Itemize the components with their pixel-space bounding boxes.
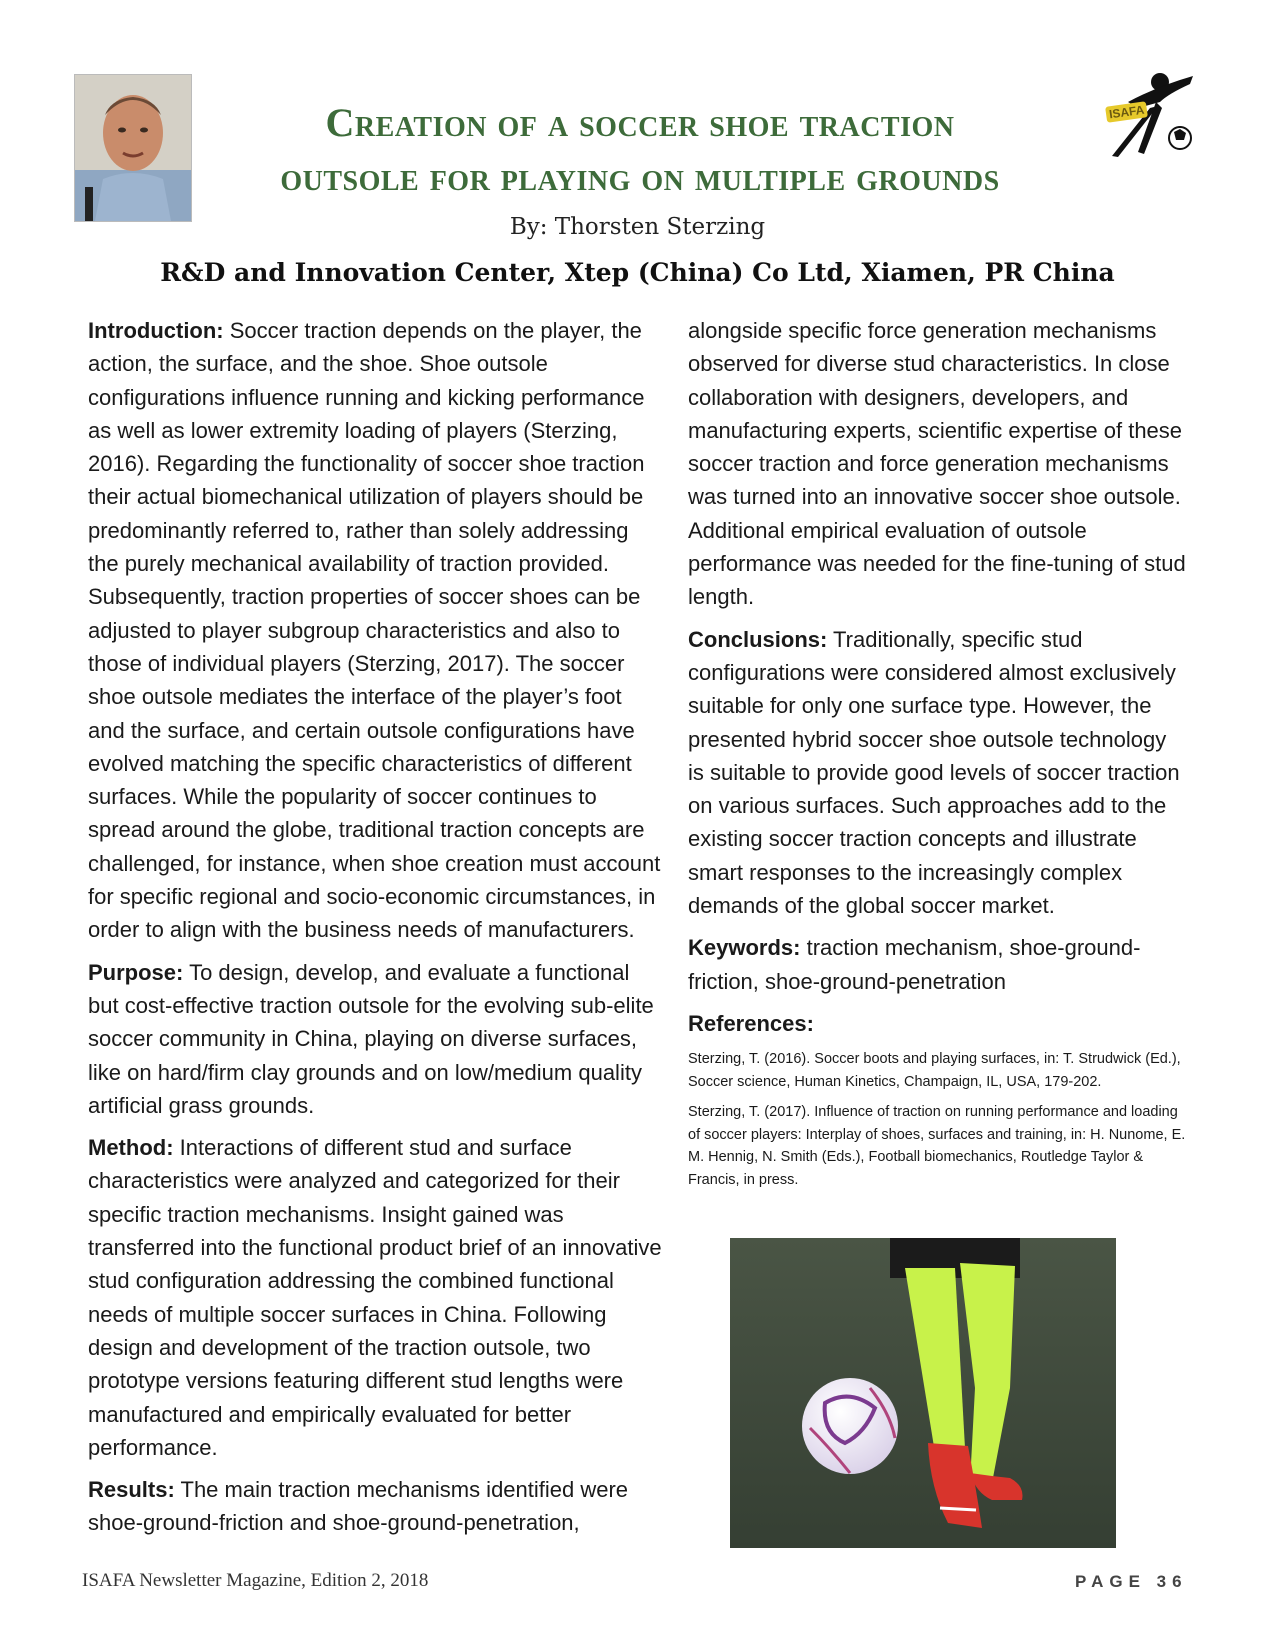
- byline: By: Thorsten Sterzing: [509, 214, 766, 240]
- logo-figure-icon: [1098, 72, 1208, 172]
- results-label: Results:: [88, 1477, 175, 1503]
- affiliation: R&D and Innovation Center, Xtep (China) Co Ltd, Xiamen, PR China: [160, 258, 1115, 287]
- results-continued-paragraph: alongside specific force generation mechanisms observed for diverse stud characteristics. In close collaboration with designers, developers, and manufacturing experts, scientific expertise of these soccer traction and force generation mechanisms was turned into an innovative soccer shoe outsole. Additional empirical evaluation of outsole performance was needed for the fine-tuning of stud length.: [688, 318, 1186, 610]
- author-portrait-graphic: [75, 75, 191, 221]
- keywords-paragraph: [688, 931, 1188, 998]
- results-text: The main traction mechanisms identified were shoe-ground-friction and shoe-ground-penetration,: [88, 1477, 629, 1536]
- logo-text: ISAFA: [1105, 101, 1148, 123]
- article-title: [200, 96, 1080, 204]
- keywords-text: traction mechanism, shoe-ground-friction, shoe-ground-penetration: [688, 935, 1141, 994]
- reference-item: Sterzing, T. (2016). Soccer boots and playing surfaces, in: T. Strudwick (Ed.), Soccer science, Human Kinetics, Champaign, IL, USA, 179-202.: [688, 1051, 1181, 1090]
- introduction-text: Soccer traction depends on the player, the action, the surface, and the shoe. Shoe outsole configurations influence running and kicking performance as well as lower extremity loading of players (Sterzing, 2016). Regarding the functionality of soccer shoe traction their actual biomechanical utilization of players should be predominantly referred to, rather than solely addressing the purely mechanical availability of traction provided. Subsequently, traction properties of soccer shoes can be adjusted to player subgroup characteristics and also to those of individual players (Sterzing, 2017). The soccer shoe outsole mediates the interface of the player’s foot and the surface, and certain outsole configurations have evolved matching the specific characteristics of different surfaces. While the popularity of soccer continues to spread around the globe, traditional traction concepts are challenged, for instance, when shoe creation must account for specific regional and socio-economic circumstances, in order to align with the business needs of manufacturers.: [88, 318, 661, 943]
- conclusions-text: Traditionally, specific stud configurations were considered almost exclusively suitable for only one surface type. However, the presented hybrid soccer shoe outsole technology is suitable to provide good levels of soccer traction on various surfaces. Such approaches add to the existing soccer traction concepts and illustrate smart responses to the increasingly complex demands of the global soccer market.: [688, 626, 1180, 919]
- conclusions-paragraph: [688, 623, 1188, 923]
- method-text: Interactions of different stud and surface characteristics were analyzed and categorized for their specific traction mechanisms. Insight gained was transferred into the functional product brief of an innovative stud configuration addressing the combined functional needs of multiple soccer surfaces in China. Following design and development of the traction outsole, two prototype versions featuring different stud lengths were manufactured and empirically evaluated for better performance.: [88, 1135, 662, 1460]
- page-number: PAGE 36: [1075, 1572, 1188, 1591]
- introduction-label: Introduction:: [88, 318, 224, 343]
- purpose-text: To design, develop, and evaluate a functional but cost-effective traction outsole for the evolving sub-elite soccer community in China, playing on diverse surfaces, like on hard/firm clay grounds and on low/medium quality artificial grass grounds.: [88, 959, 654, 1118]
- reference-item: Sterzing, T. (2017). Influence of traction on running performance and loading of soccer players: Interplay of shoes, surfaces and training, in: H. Nunome, E. M. Hennig, N. Smith (Eds.), Football biomechanics, Routledge Taylor & Francis, in press.: [688, 1104, 1186, 1188]
- footer-publication: ISAFA Newsletter Magazine, Edition 2, 2018: [82, 1570, 429, 1591]
- title-line-1: Creation of a soccer shoe traction: [325, 100, 955, 145]
- method-paragraph: [88, 1131, 663, 1464]
- soccer-scene-graphic: [730, 1238, 1116, 1548]
- soccer-photo: [730, 1238, 1116, 1548]
- right-column: [688, 314, 1188, 1199]
- introduction-paragraph: [88, 314, 663, 947]
- references-heading: References:: [688, 1010, 814, 1036]
- purpose-label: Purpose:: [88, 959, 184, 985]
- conclusions-label: Conclusions:: [688, 626, 828, 652]
- isafa-logo: [1098, 72, 1208, 172]
- author-photo: [74, 74, 192, 222]
- title-line-2: outsole for playing on multiple grounds: [280, 154, 1000, 199]
- method-label: Method:: [88, 1135, 174, 1161]
- purpose-paragraph: [88, 956, 663, 1122]
- results-paragraph: [88, 1473, 663, 1540]
- left-column: [88, 314, 663, 1549]
- keywords-label: Keywords:: [688, 935, 801, 961]
